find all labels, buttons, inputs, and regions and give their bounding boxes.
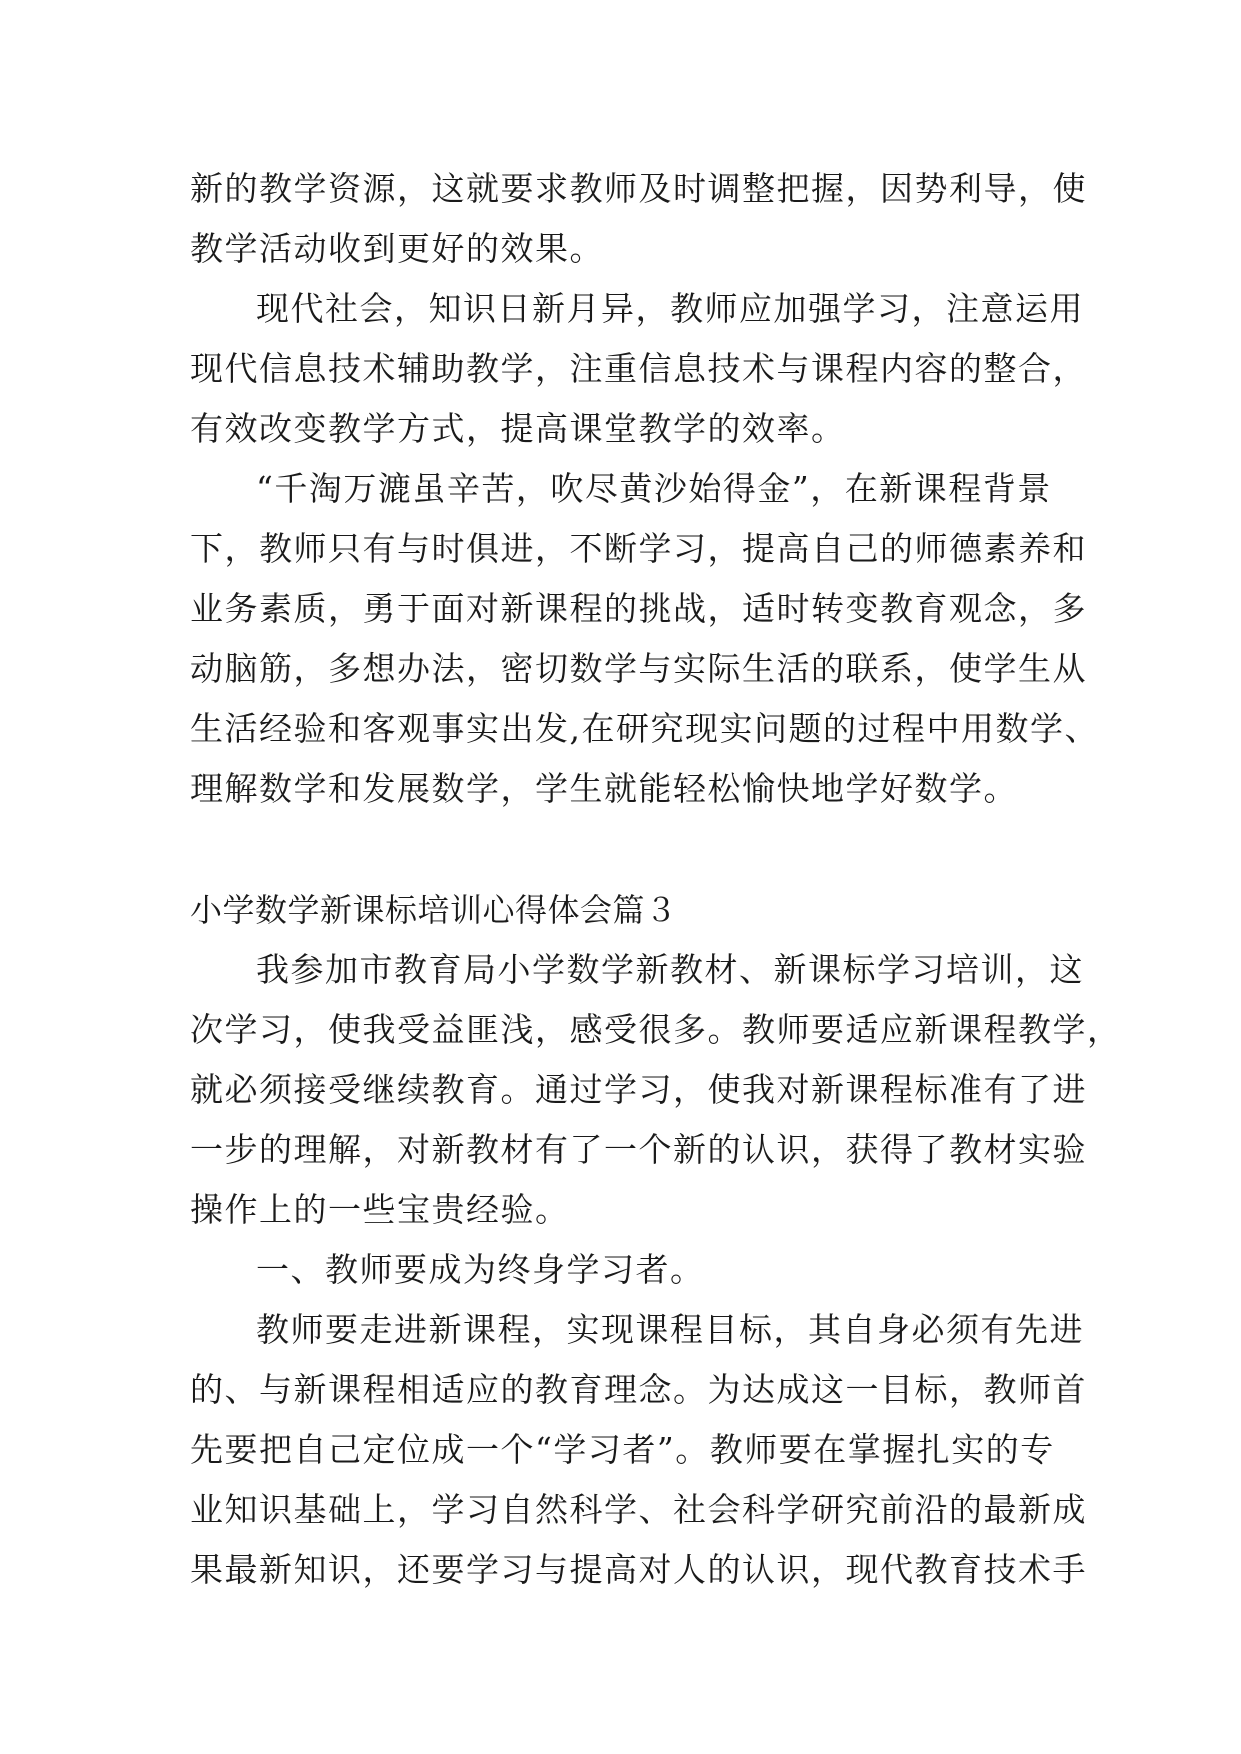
paragraph-1-line-1: 新的教学资源，这就要求教师及时调整把握，因势利导，使: [190, 169, 1087, 208]
paragraph-3-line-2: 下，教师只有与时俱进，不断学习，提高自己的师德素养和: [190, 529, 1087, 568]
paragraph-1-line-2: 教学活动收到更好的效果。: [190, 229, 604, 268]
paragraph-4-line-1: 我参加市教育局小学数学新教材、新课标学习培训，这: [256, 950, 1084, 989]
paragraph-2-line-3: 有效改变教学方式，提高课堂教学的效率。: [190, 409, 846, 448]
paragraph-3-line-6: 理解数学和发展数学，学生就能轻松愉快地学好数学。: [190, 769, 1018, 808]
paragraph-3-line-1: “千淘万漉虽辛苦，吹尽黄沙始得金”，在新课程背景: [256, 469, 1052, 508]
paragraph-6-line-3: 先要把自己定位成一个“学习者”。教师要在掌握扎实的专: [190, 1430, 1055, 1469]
paragraph-3-line-4: 动脑筋，多想办法，密切数学与实际生活的联系，使学生从: [190, 649, 1087, 688]
paragraph-2-line-1: 现代社会，知识日新月异，教师应加强学习，注意运用: [256, 289, 1084, 328]
paragraph-4-line-5: 操作上的一些宝贵经验。: [190, 1190, 570, 1229]
paragraph-6-line-1: 教师要走进新课程，实现课程目标，其自身必须有先进: [256, 1310, 1084, 1349]
section-heading: 小学数学新课标培训心得体会篇３: [190, 891, 678, 929]
paragraph-6-line-5: 果最新知识，还要学习与提高对人的认识，现代教育技术手: [190, 1550, 1087, 1589]
paragraph-3-line-3: 业务素质，勇于面对新课程的挑战，适时转变教育观念，多: [190, 589, 1087, 628]
paragraph-5-line-1: 一、教师要成为终身学习者。: [256, 1250, 705, 1289]
paragraph-6-line-4: 业知识基础上，学习自然科学、社会科学研究前沿的最新成: [190, 1490, 1087, 1529]
paragraph-4-line-4: 一步的理解，对新教材有了一个新的认识，获得了教材实验: [190, 1130, 1087, 1169]
paragraph-4-line-3: 就必须接受继续教育。通过学习，使我对新课程标准有了进: [190, 1070, 1087, 1109]
paragraph-4-line-2: 次学习，使我受益匪浅，感受很多。教师要适应新课程教学，: [190, 1010, 1122, 1049]
paragraph-2-line-2: 现代信息技术辅助教学，注重信息技术与课程内容的整合，: [190, 349, 1087, 388]
paragraph-6-line-2: 的、与新课程相适应的教育理念。为达成这一目标，教师首: [190, 1370, 1087, 1409]
paragraph-3-line-5: 生活经验和客观事实出发,在研究现实问题的过程中用数学、: [190, 709, 1099, 748]
